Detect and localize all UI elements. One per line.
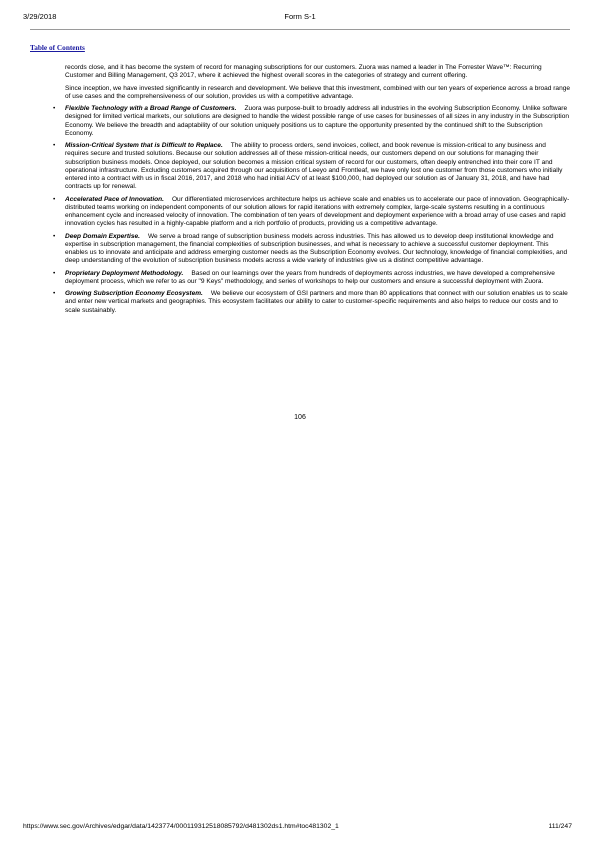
bullet-icon: • [53, 105, 56, 113]
list-item-text: We believe our ecosystem of GSI partners and more than 80 applications that connect with our solution enables us to scale and enter new vertical markets and geographies. This ecosystem facilitates our ability to cater to customer-specific requirements and also helps to reduce our costs and to scale sustainably. [65, 290, 568, 314]
document-body [53, 64, 571, 319]
list-item-text: We serve a broad range of subscription business models across industries. This has allowed us to develop deep institutional knowledge and expertise in subscription management, the financial complexities of subscription businesses, and what is necessary to achieve a successful customer deployment. This enables us to innovate and anticipate and address emerging customer needs as the Subscription Economy evolves. Our technology, knowledge of financial complexities, and deep understanding of the evolution of subscription business models across a wide variety of industries give us a distinct competitive advantage. [65, 232, 568, 265]
bullet-icon: • [53, 232, 56, 240]
list-item-text: The ability to process orders, send invoices, collect, and book revenue is mission-critical to any business and requires secure and trusted solutions. Because our solution addresses all of these mission-critical needs, our customers depend on our solutions for managing their subscription business models. Once deployed, our solution becomes a mission critical system of record for our customers, often deeply entrenched into their core IT and operational infrastructure. Excluding customers acquired through our acquisitions of Leeyo and Frontleaf, we have only lost one customer from those customers who initially entered into a contract with us in fiscal 2016, 2017, and 2018 who had initial ACV of at least $100,000, had deployed our solution as of January 31, 2018, and have had contracts up for renewal. [65, 142, 563, 191]
header-divider [30, 29, 570, 30]
list-item-text: Based on our learnings over the years from hundreds of deployments across industries, we have developed a comprehensive deployment process, which we refer to as our "9 Keys" methodology, and series of workshops to help our customers and ensure a successful deployment with Zuora. [65, 269, 555, 285]
list-item-heading: Growing Subscription Economy Ecosystem. [65, 290, 203, 298]
bullet-icon: • [53, 269, 56, 277]
page-number: 106 [294, 414, 306, 421]
page-counter: 111/247 [548, 823, 572, 830]
list-item [50, 196, 571, 229]
bullet-icon: • [53, 142, 56, 150]
list-item-heading: Mission-Critical System that is Difficult to Replace. [65, 142, 223, 150]
list-item-heading: Accelerated Pace of Innovation. [65, 195, 164, 203]
bullet-icon: • [53, 195, 56, 203]
document-title: Form S-1 [284, 12, 316, 21]
bullet-icon: • [53, 290, 56, 298]
source-url: https://www.sec.gov/Archives/edgar/data/1423774/000119312518085792/d481302ds1.htm#toc481302_1 [23, 823, 339, 830]
list-item [50, 142, 571, 191]
body-paragraph: Since inception, we have invested significantly in research and development. We believe that this investment, combined with our ten years of experience across a broad range of use cases and the comprehensiveness of our solution, provides us with a competitive advantage. [65, 84, 570, 100]
list-item-heading: Proprietary Deployment Methodology. [65, 269, 184, 277]
list-item [50, 290, 571, 315]
list-item-heading: Deep Domain Expertise. [65, 232, 140, 240]
list-item [50, 233, 571, 266]
list-item [50, 270, 571, 286]
list-item-text: Zuora was purpose-built to broadly address all industries in the evolving Subscription Economy. Unlike software designed for limited vertical markets, our solutions are designed to handle the widest possible range of use cases for businesses of all sizes in any industry in the Subscription Economy. We believe the breadth and adaptability of our solution uniquely positions us to capture the opportunity presented by the continued shift to the Subscription Economy. [65, 105, 570, 137]
list-item-text: Our differentiated microservices architecture helps us achieve scale and enables us to accelerate our pace of innovation. Geographically-distributed teams working on independent components of our solution allows for rapid iterations with extremely complex, large-scale systems resulting in a continuous enhancement cycle and increased velocity of innovation. The combination of ten years of development and deployment experience with a broad array of use cases and rapid innovation cycles has resulted in a highly-capable platform and a rich portfolio of products, providing us a competitive advantage. [65, 195, 570, 228]
body-paragraph: records close, and it has become the system of record for managing subscriptions for our customers. Zuora was named a leader in The Forrester Wave™: Recurring Customer and Billing Management, Q3 2017, where it achieved the highest overall scores in the categories of strategy and current offering. [65, 64, 542, 80]
list-item-heading: Flexible Technology with a Broad Range of Customers. [65, 105, 237, 113]
print-date: 3/29/2018 [23, 12, 57, 21]
table-of-contents-link[interactable]: Table of Contents [30, 43, 85, 52]
list-item [50, 105, 571, 138]
strengths-list [50, 105, 571, 315]
